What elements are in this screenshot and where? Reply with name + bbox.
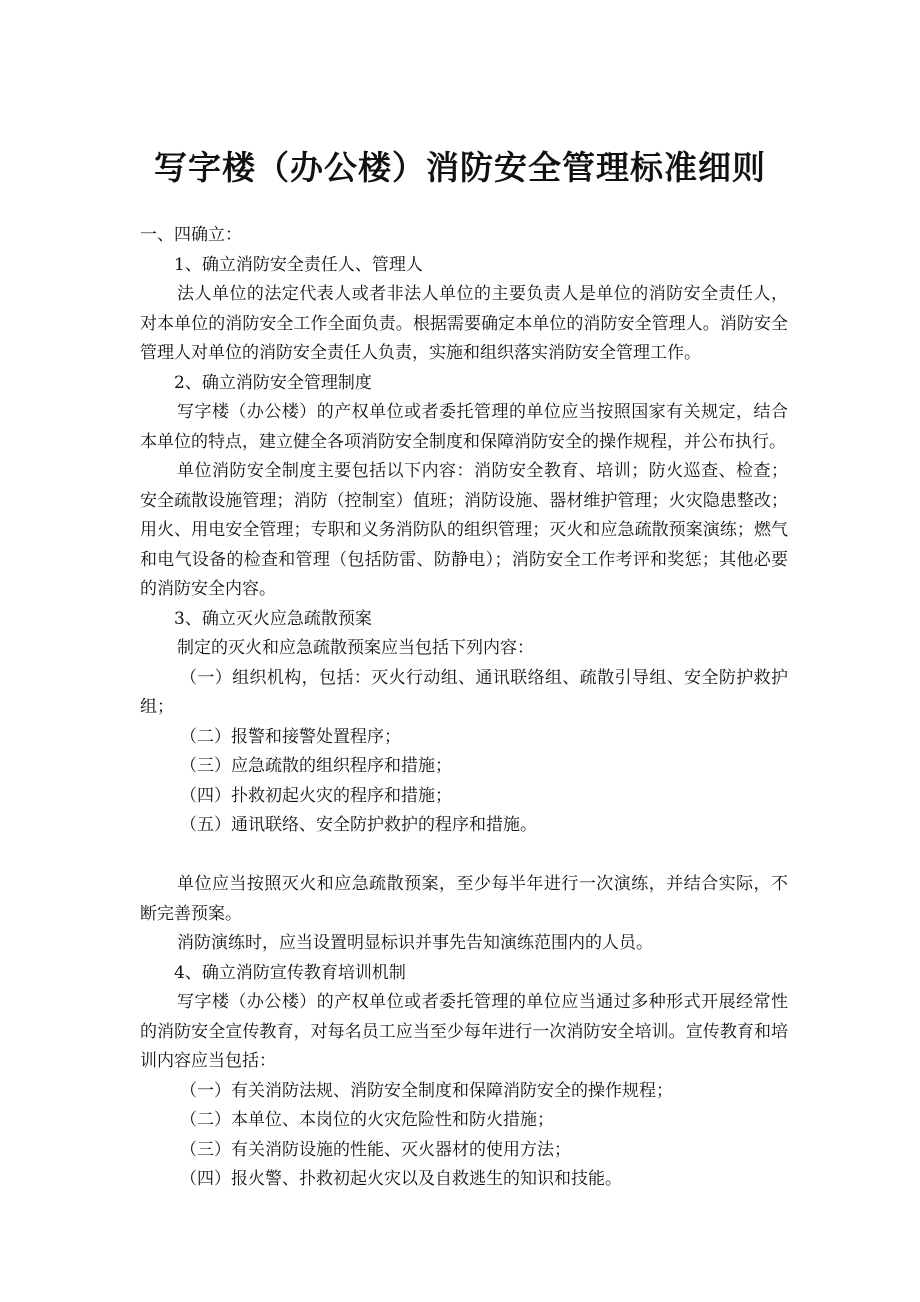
paragraph-2a: 写字楼（办公楼）的产权单位或者委托管理的单位应当按照国家有关规定，结合本单位的特点，建立健全各项消防安全制度和保障消防安全的操作规程，并公布执行。 xyxy=(140,402,788,452)
document-body xyxy=(140,221,788,1195)
list-item: （四）扑救初起火灾的程序和措施； xyxy=(180,785,452,806)
paragraph-2b: 单位消防安全制度主要包括以下内容：消防安全教育、培训；防火巡查、检查；安全疏散设施管理；消防（控制室）值班；消防设施、器材维护管理；火灾隐患整改；用火、用电安全管理；专职和义务消防队的组织管理；灭火和应急疏散预案演练；燃气和电气设备的检查和管理（包括防雷、防静电）；消防安全工作考评和奖惩；其他必要的消防安全内容。 xyxy=(140,461,788,599)
list-item: （三）应急疏散的组织程序和措施； xyxy=(180,756,452,776)
section-heading: 一、四确立： xyxy=(140,225,242,245)
subheading-3: 3、确立灭火应急疏散预案 xyxy=(174,608,372,629)
list-item: （一）有关消防法规、消防安全制度和保障消防安全的操作规程； xyxy=(180,1080,673,1101)
document-title: 写字楼（办公楼）消防安全管理标准细则 xyxy=(154,148,766,187)
blank-line xyxy=(140,841,788,871)
paragraph-3b: 单位应当按照灭火和应急疏散预案，至少每半年进行一次演练，并结合实际，不断完善预案。 xyxy=(140,874,788,924)
list-item: （二）本单位、本岗位的火灾危险性和防火措施； xyxy=(180,1110,554,1130)
list-item: （一）组织机构，包括：灭火行动组、通讯联络组、疏散引导组、安全防护救护组； xyxy=(140,667,788,717)
list-item: （五）通讯联络、安全防护救护的程序和措施。 xyxy=(180,815,537,835)
list-item: （四）报火警、扑救初起火灾以及自救逃生的知识和技能。 xyxy=(180,1169,622,1189)
subheading-1: 1、确立消防安全责任人、管理人 xyxy=(174,254,423,275)
list-item: （二）报警和接警处置程序； xyxy=(180,726,401,747)
paragraph-1: 法人单位的法定代表人或者非法人单位的主要负责人是单位的消防安全责任人，对本单位的消防安全工作全面负责。根据需要确定本单位的消防安全管理人。消防安全管理人对单位的消防安全责任人负责，实施和组织落实消防安全管理工作。 xyxy=(140,284,788,363)
paragraph-4: 写字楼（办公楼）的产权单位或者委托管理的单位应当通过多种形式开展经常性的消防安全宣传教育，对每名员工应当至少每年进行一次消防安全培训。宣传教育和培训内容应当包括： xyxy=(140,992,788,1071)
subheading-4: 4、确立消防宣传教育培训机制 xyxy=(174,962,406,983)
list-item: （三）有关消防设施的性能、灭火器材的使用方法； xyxy=(180,1139,571,1160)
paragraph-3: 制定的灭火和应急疏散预案应当包括下列内容： xyxy=(177,638,534,658)
subheading-2: 2、确立消防安全管理制度 xyxy=(174,372,372,393)
paragraph-3c: 消防演练时，应当设置明显标识并事先告知演练范围内的人员。 xyxy=(177,933,653,953)
